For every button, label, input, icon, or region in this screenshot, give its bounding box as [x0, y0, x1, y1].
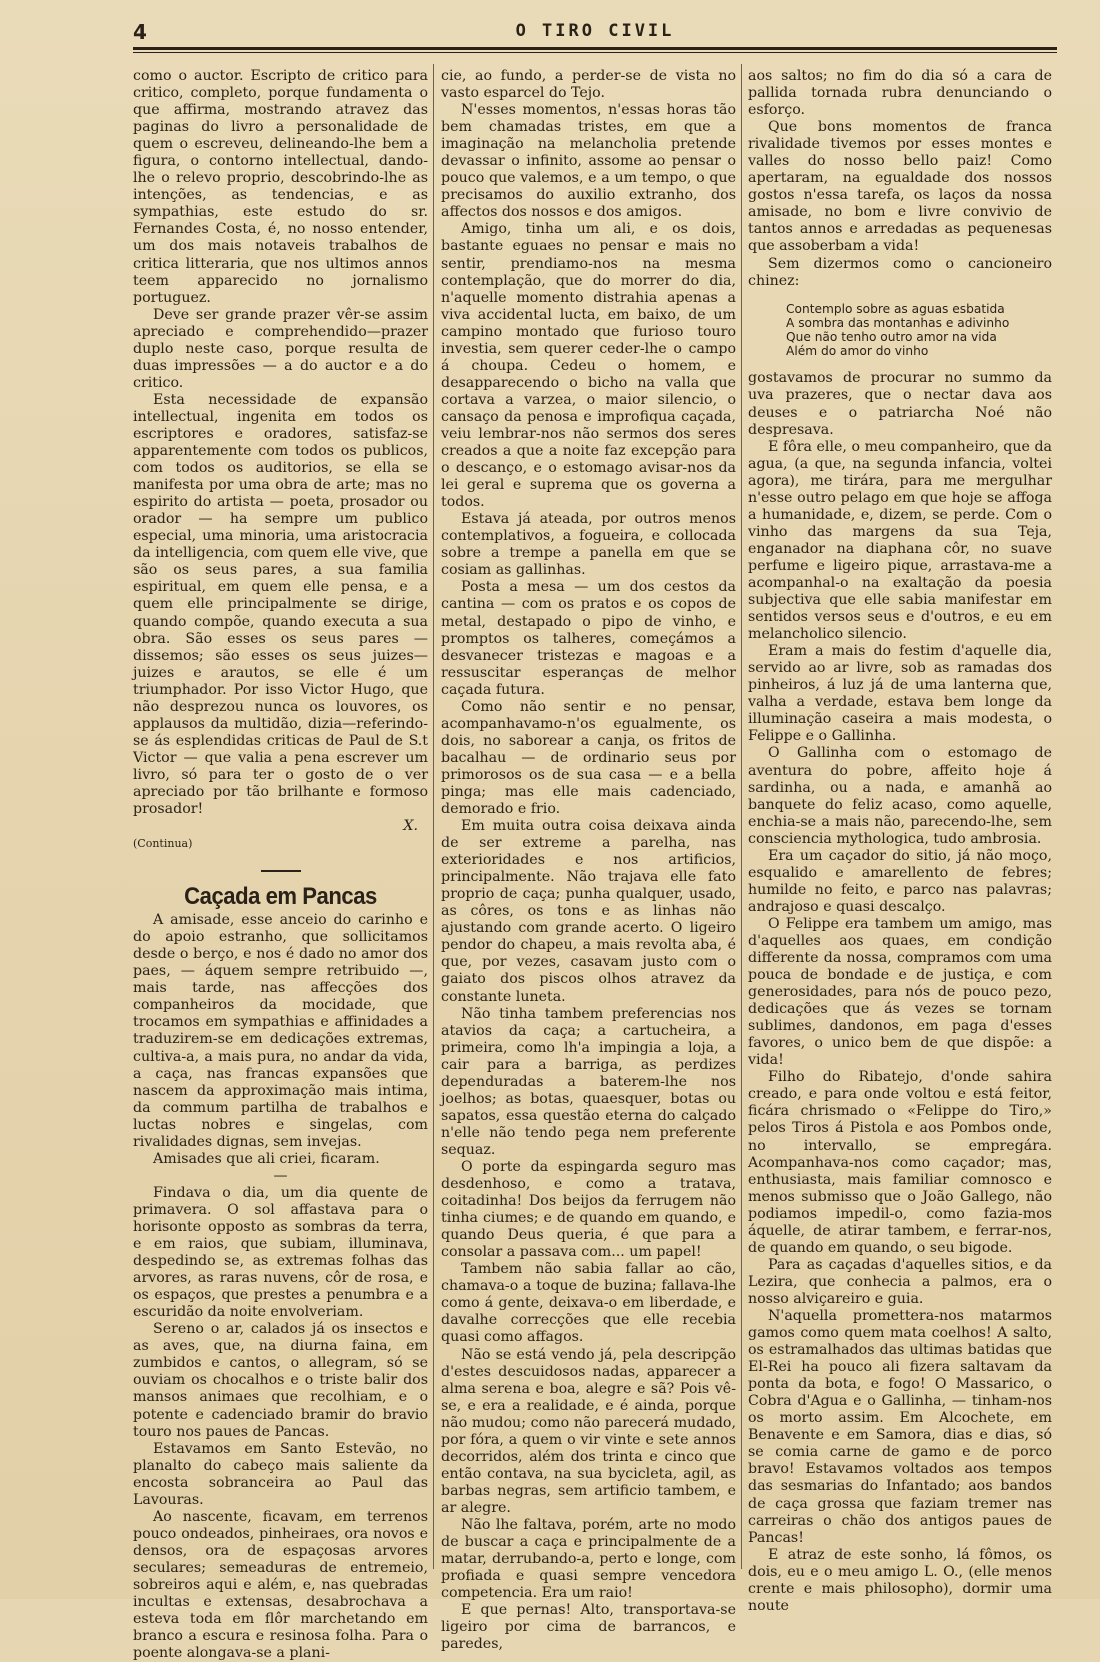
paragraph: Estavamos em Santo Estevão, no planalto do cabeço mais saliente da encosta sobranceira ao Paul das Lavouras.	[133, 1440, 428, 1508]
paragraph: Para as caçadas d'aquelles sitios, e da Lezira, que conhecia a palmos, era o nosso alviçareiro e guia.	[748, 1256, 1052, 1307]
paragraph: Findava o dia, um dia quente de primavera. O sol affastava para o horisonte opposto as sombras da terra, e em raios, que subiam, illuminava, despedindo se, as extremas folhas das arvores, as raras nuvens, côr de rosa, e os espaços, que prestes a penumbra e a escuridão da noite envolveriam.	[133, 1184, 428, 1321]
paragraph: Era um caçador do sitio, já não moço, esqualido e amarellento de febres; humilde no feito, e parco nas palavras; andrajoso e quasi descalço.	[748, 847, 1052, 915]
paragraph: E que pernas! Alto, transportava-se ligeiro por cima de barrancos, e paredes,	[441, 1602, 736, 1653]
paragraph: como o auctor. Escripto de critico para critico, completo, porque fundamenta o que affirma, mostrando atravez das paginas do livro a personalidade de quem o escreveu, delineando-lhe bem a figura, o contorno intellectual, dando-lhe o relevo proprio, descobrindo-lhe as intenções, as tendencias, e as sympathias, este estudo do sr. Fernandes Costa, é, no nosso entender, um dos mais notaveis trabalhos de critica litteraria, que nos ultimos annos teem apparecido no jornalismo portuguez.	[133, 68, 428, 306]
paragraph: Sereno o ar, calados já os insectos e as aves, que, na diurna faina, em zumbidos e cantos, o allegram, só se ouviam os chocalhos e o triste balir dos mansos animaes que recolhiam, e o potente e cadenciado bramir do bravio touro nos paues de Pancas.	[133, 1321, 428, 1440]
paragraph: E fôra elle, o meu companheiro, que da agua, (a que, na segunda infancia, voltei agora), me tirára, para me mergulhar n'esse outro pelago em que hoje se affoga a humanidade, e, dizem, se perde. Com o vinho das margens da sua Teja, enganador na diaphana côr, no suave perfume e ligeiro pique, arrastava-me a acompanhal-o na exaltação da poesia subjectiva que elle sabia manifestar em sentidos versos seus e d'outros, e eu em melancholico silencio.	[748, 438, 1052, 643]
paragraph: E atraz de este sonho, lá fômos, os dois, eu e o meu amigo L. O., (elle menos crente e mais philosopho), dormir uma noute	[748, 1546, 1052, 1614]
column-1	[133, 68, 428, 1662]
paragraph: O Gallinha com o estomago de aventura do pobre, affeito hoje á sardinha, ou a nada, e amanhã ao banquete do feliz acaso, como aquelle, enchia-se a mais não, parecendo-lhe, sem consciencia mythologica, tudo ambrosia.	[748, 745, 1052, 847]
poem-line: Que não tenho outro amor na vida	[786, 330, 997, 345]
paragraph: Amisades que ali criei, ficaram.	[153, 1150, 380, 1167]
section-dash: —	[273, 1167, 288, 1184]
paragraph: Estava já ateada, por outros menos contemplativos, a fogueira, e collocada sobre a trempe a panella em que se cosiam as gallinhas.	[441, 511, 736, 579]
paragraph: Tambem não sabia fallar ao cão, chamava-o a toque de buzina; fallava-lhe como á gente, deixava-o em liberdade, e davalhe correcções que elle recebia quasi como affagos.	[441, 1261, 736, 1346]
paragraph: Sem dizermos como o cancioneiro chinez:	[748, 255, 1052, 289]
paragraph: Como não sentir e no pensar, acompanhavamo-n'os egualmente, os dois, no saborear a canja, os fritos de bacalhau — de ordinario seus por primorosos os de sua casa — e a bella pinga; mas elle mais cadenciado, demorado e frio.	[441, 698, 736, 818]
paragraph: O Felippe era tambem um amigo, mas d'aquelles aos quaes, em condição differente da nossa, compramos com uma pouca de bondade e de justiça, e com generosidades, para nós de pouco pezo, dedicações que ás vezes se tornam sublimes, dandonos, em paga d'esses favores, o unico bem de que dispõe: a vida!	[748, 915, 1052, 1069]
poem-line: Contemplo sobre as aguas esbatida	[786, 301, 1005, 316]
paragraph: Deve ser grande prazer vêr-se assim apreciado e comprehendido—prazer duplo neste caso, porque resulta de duas impressões — a do auctor e a do critico.	[133, 306, 428, 391]
paragraph: Em muita outra coisa deixava ainda de ser extreme a parelha, nas exterioridades e nos artificios, principalmente. Não trajava elle fato proprio de caça; punha qualquer, usado, as côres, os tons e as linhas não ajustando com grande acerto. O ligeiro pendor do chapeu, a mais revolta aba, é que, por vezes, casavam justo com o gaiato dos piscos olhos atravez da constante luneta.	[441, 818, 736, 1005]
continued-note: (Continua)	[133, 837, 193, 851]
paragraph: Filho do Ribatejo, d'onde sahira creado, e para onde voltou e está feitor, ficára chrismado o «Felippe do Tiro,» pelos Tiros á Pistola e aos Pombos onde, no intervallo, se empregára. Acompanhava-nos como caçador; mas, enthusiasta, mais familiar comnosco e menos submisso que o João Gallego, não podiamos impedil-o, como fazia-mos áquelle, de atirar tambem, e ferrar-nos, de quando em quando, o seu bigode.	[748, 1069, 1052, 1256]
paragraph: A amisade, esse anceio do carinho e do apoio estranho, que sollicitamos desde o berço, e nos é dado no amor dos paes, — áquem sempre retribuido —, mais tarde, nas affecções dos companheiros da mocidade, que trocamos em sympathias e affinidades a traduzirem-se em dedicações extremas, cultiva-a, a mais pura, no andar da vida, a caça, nas francas expansões que nascem da approximação mais intima, da commum partilha de trabalhos e luctas nobres e singelas, com rivalidades dignas, sem invejas.	[133, 912, 428, 1150]
paragraph: O porte da espingarda seguro mas desdenhoso, e como a tratava, coitadinha! Dos beijos da ferrugem não tinha ciumes; e de quando em quando, e quando Deus queria, é que para a consolar a passava com... um papel!	[441, 1159, 736, 1261]
paragraph: Posta a mesa — um dos cestos da cantina — com os pratos e os copos de metal, destapado o pipo de vinho, e promptos os talheres, começámos a desvanecer tristezas e magoas e a ressuscitar esperanças de melhor caçada futura.	[441, 579, 736, 698]
paragraph: Amigo, tinha um ali, e os dois, bastante eguaes no pensar e mais no sentir, prendiamo-nos na mesma contemplação, que do morrer do dia, n'aquelle momento distrahia apenas a viva accidental lucta, em baixo, de um campino montado que furioso touro investia, sem querer ceder-lhe o campo á choupa. Cedeu o homem, e desapparecendo o bicho na valla que cortava a varzea, o maior silencio, o cansaço da penosa e improfiqua caçada, veiu lembrar-nos não sermos dos seres creados a que a noite faz excepção para o descanço, e o estomago avisar-nos da lei geral e suprema que os governa a todos.	[441, 221, 736, 511]
paragraph: Ao nascente, ficavam, em terrenos pouco ondeados, pinheiraes, ora novos e densos, ora de espaçosas arvores seculares; semeaduras de entremeio, sobreiros aqui e além, e, nas quebradas incultas e extensas, desabrochava a esteva toda em flôr marchetando em branco a escura e resinosa folha. Para o poente alongava-se a plani-	[133, 1508, 428, 1662]
column-divider	[433, 64, 434, 1569]
column-3	[748, 68, 1052, 1615]
section-divider	[261, 870, 301, 872]
page-number: 4	[133, 20, 147, 44]
paragraph: Que bons momentos de franca rivalidade tivemos por esses montes e valles do nosso bello paiz! Como apertaram, na egualdade dos nossos gostos n'essa tarefa, os laços da nossa amisade, no bom e livre convivio de tantos annos e arredadas as pequenesas que assoberbam a vida!	[748, 119, 1052, 255]
paragraph: Esta necessidade de expansão intellectual, ingenita em todos os escriptores e oradores, satisfaz-se apparentemente com todos os publicos, com todos os auditorios, se ella se manifesta por uma obra de arte; mas no espirito do artista — poeta, prosador ou orador — ha sempre um publico especial, uma minoria, uma aristocracia da intelligencia, com quem elle vive, que são os seus pares, a sua familia espiritual, em quem elle pensa, e a quem elle principalmente se dirige, quando compõe, quando executa a sua obra. São esses os seus pares — dissemos; são esses os seus juizes— juizes e arautos, se elle é um triumphador. Por isso Victor Hugo, que não desprezou nunca os louvores, os applausos da multidão, dizia—referindo-se ás esplendidas criticas de Paul de S.t Victor — que valia a pena escrever um livro, só para ter o gosto de o ver apreciado por tão brilhante e formoso prosador!	[133, 391, 428, 818]
paragraph: Não lhe faltava, porém, arte no modo de buscar a caça e principalmente de a matar, derrubando-a, perto e longe, com profiada e quasi sempre vencedora competencia. Era um raio!	[441, 1516, 736, 1602]
article-title: Caçada em Pancas	[184, 883, 377, 911]
paragraph: Não se está vendo já, pela descripção d'estes descuidosos nadas, apparecer a alma serena e boa, alegre e sã? Pois vê-se, e era a realidade, e é ainda, porque não mudou; como não parecerá mudado, por fóra, a quem o vir vinte e sete annos decorridos, além dos trinta e cinco que então contava, na sua bycicleta, agil, as barbas negras, sem artificio tambem, e ar alegre.	[441, 1346, 736, 1516]
author-signature: X.	[403, 818, 418, 835]
paragraph: N'aquella promettera-nos matarmos gamos como quem mata coelhos! A salto, os estramalhados das ultimas batidas que El-Rei ha pouco ali fizera saltavam da ponta da bota, e fogo! O Massarico, o Cobra d'Agua e o Gallinha, — tinham-nos os morto assim. Em Alcochete, em Benavente e em Samora, dias e dias, só se comia carne de gamo e de porco bravo! Estavamos voltados aos tempos das sesmarias do Infantado; aos bandos de caça grossa que faziam tremer nas carreiras o chão dos antigos paues de Pancas!	[748, 1308, 1052, 1546]
poem-line: Além do amor do vinho	[786, 344, 929, 359]
paragraph: aos saltos; no fim do dia só a cara de pallida tornada rubra denunciando o esforço.	[748, 68, 1052, 119]
paragraph: N'esses momentos, n'essas horas tão bem chamadas tristes, em que a imaginação na melancholia pretende devassar o infinito, assome ao pensar o pouco que valemos, e a um tempo, o que precisamos do auxilio extranho, dos affectos dos nossos e dos amigos.	[441, 102, 736, 221]
poem-line: A sombra das montanhas e adivinho	[786, 315, 1010, 330]
paragraph: Não tinha tambem preferencias nos atavios da caça; a cartucheira, a primeira, como lh'a impingia a loja, a cair para a barriga, as perdizes dependuradas a baterem-lhe nos joelhos; as botas, quaesquer, botas ou sapatos, essa questão eterna do calçado n'elle não tendo pega nem preferente sequaz.	[441, 1005, 736, 1158]
header-rule-thick	[133, 47, 1057, 50]
masthead-title: O TIRO CIVIL	[515, 21, 675, 41]
poem-quote	[786, 302, 1052, 359]
column-divider	[741, 64, 742, 1569]
paragraph: gostavamos de procurar no summo da uva prazeres, que o nectar dava aos deuses e o patriarcha Noé não despresava.	[748, 370, 1052, 438]
paragraph: cie, ao fundo, a perder-se de vista no vasto esparcel do Tejo.	[441, 68, 736, 102]
paragraph: Eram a mais do festim d'aquelle dia, servido ao ar livre, sob as ramadas dos pinheiros, á luz já de uma lanterna que, valha a verdade, estava bem longe da illuminação caseira a mais modesta, o Felippe e o Gallinha.	[748, 643, 1052, 745]
column-2	[441, 68, 736, 1653]
header-rule-thin	[133, 52, 1057, 53]
page-header	[133, 20, 1057, 42]
